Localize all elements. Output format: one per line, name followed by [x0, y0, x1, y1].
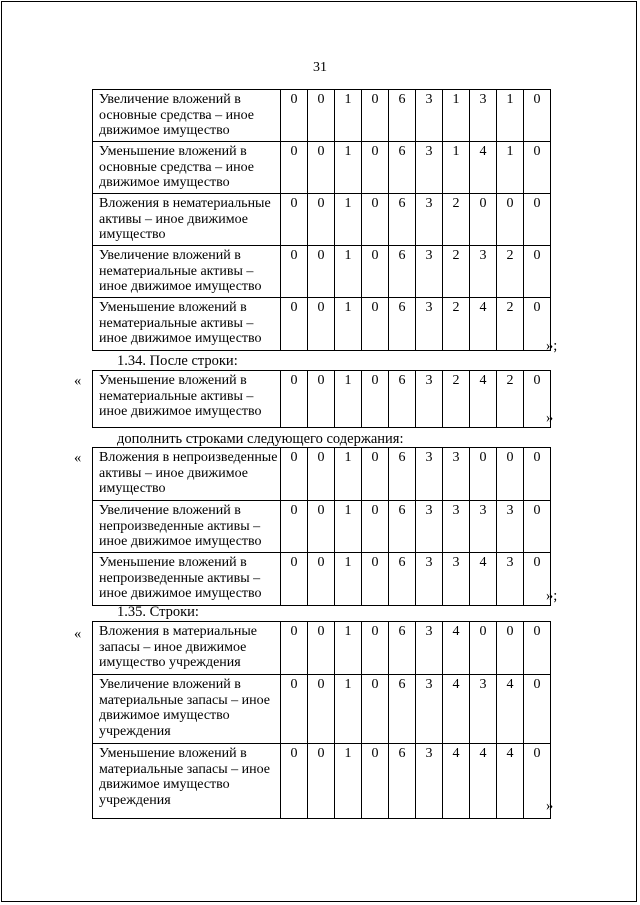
table-row [93, 194, 551, 246]
code-digit: 0 [308, 142, 335, 194]
code-digit: 1 [335, 142, 362, 194]
code-table-2 [92, 370, 554, 428]
code-digit: 3 [416, 246, 443, 298]
code-digit: 3 [497, 501, 524, 553]
code-digit: 0 [524, 90, 551, 142]
code-digit: 0 [524, 501, 551, 553]
code-digit: 0 [524, 448, 551, 501]
code-digit: 0 [308, 90, 335, 142]
code-digit: 4 [497, 744, 524, 819]
code-digit: 0 [470, 194, 497, 246]
code-digit: 4 [443, 622, 470, 675]
code-digit: 0 [470, 622, 497, 675]
table-row [93, 622, 551, 675]
code-digit: 0 [362, 371, 389, 428]
table-row [93, 246, 551, 298]
table-row [93, 90, 551, 142]
code-digit: 3 [443, 501, 470, 553]
code-digit: 2 [497, 298, 524, 351]
code-digit: 0 [281, 448, 308, 501]
paragraph-1-35: 1.35. Строки: [117, 604, 199, 620]
code-digit: 6 [389, 90, 416, 142]
code-table-3 [92, 447, 551, 606]
row-label: Увеличение вложений в непроизведенные активы – иное движимое имущество [93, 501, 281, 553]
code-digit: 1 [335, 622, 362, 675]
code-digit: 0 [524, 194, 551, 246]
code-digit: 1 [335, 371, 362, 428]
code-digit: 3 [497, 553, 524, 606]
code-digit: 0 [281, 371, 308, 428]
code-digit: 1 [335, 501, 362, 553]
code-digit: 0 [362, 298, 389, 351]
row-label: Уменьшение вложений в основные средства – иное движимое имущество [93, 142, 281, 194]
opening-quote: « [74, 626, 82, 642]
code-digit: 3 [416, 142, 443, 194]
code-digit: 0 [281, 90, 308, 142]
code-digit: 6 [389, 553, 416, 606]
code-digit: 0 [362, 194, 389, 246]
code-digit: 0 [308, 501, 335, 553]
code-digit: 3 [416, 194, 443, 246]
code-digit: 0 [308, 622, 335, 675]
row-label: Вложения в материальные запасы – иное движимое имущество учреждения [93, 622, 281, 675]
code-digit: 6 [389, 298, 416, 351]
row-label: Вложения в непроизведенные активы – иное движимое имущество [93, 448, 281, 501]
table-row [93, 675, 551, 744]
code-digit: 6 [389, 448, 416, 501]
closing-quote: »; [546, 338, 558, 354]
row-label: Увеличение вложений в материальные запасы – иное движимое имущество учреждения [93, 675, 281, 744]
code-digit: 6 [389, 371, 416, 428]
code-digit: 6 [389, 142, 416, 194]
code-digit: 1 [335, 298, 362, 351]
code-digit: 1 [335, 90, 362, 142]
code-digit: 0 [308, 744, 335, 819]
code-digit: 4 [470, 744, 497, 819]
code-digit: 0 [524, 622, 551, 675]
row-label: Уменьшение вложений в непроизведенные активы – иное движимое имущество [93, 553, 281, 606]
table-row [93, 553, 551, 606]
code-digit: 6 [389, 501, 416, 553]
row-label: Уменьшение вложений в нематериальные активы – иное движимое имущество [93, 298, 281, 351]
paragraph-add-rows: дополнить строками следующего содержания: [117, 431, 404, 447]
code-digit: 0 [524, 675, 551, 744]
code-digit: 2 [497, 246, 524, 298]
code-digit: 0 [524, 553, 551, 606]
code-digit: 0 [497, 194, 524, 246]
code-digit: 4 [470, 298, 497, 351]
code-digit: 3 [443, 553, 470, 606]
code-digit: 6 [389, 622, 416, 675]
opening-quote: « [74, 373, 82, 389]
code-digit: 3 [416, 553, 443, 606]
closing-quote: » [546, 798, 554, 814]
table-row [93, 298, 551, 351]
code-digit: 1 [335, 448, 362, 501]
row-label: Увеличение вложений в основные средства – иное движимое имущество [93, 90, 281, 142]
table-row [93, 501, 551, 553]
code-digit: 3 [416, 298, 443, 351]
code-digit: 0 [281, 553, 308, 606]
code-digit: 6 [389, 246, 416, 298]
paragraph-1-34: 1.34. После строки: [117, 353, 238, 369]
code-digit: 3 [416, 744, 443, 819]
code-digit: 0 [308, 194, 335, 246]
row-label: Вложения в нематериальные активы – иное движимое имущество [93, 194, 281, 246]
code-digit: 0 [362, 142, 389, 194]
code-digit: 0 [362, 744, 389, 819]
code-digit: 3 [416, 622, 443, 675]
code-digit: 0 [497, 622, 524, 675]
row-label: Уменьшение вложений в материальные запасы – иное движимое имущество учреждения [93, 744, 281, 819]
code-digit: 0 [362, 675, 389, 744]
code-digit: 0 [281, 246, 308, 298]
code-digit: 3 [470, 675, 497, 744]
code-digit: 2 [443, 298, 470, 351]
code-digit: 2 [443, 194, 470, 246]
code-digit: 0 [524, 246, 551, 298]
code-digit: 3 [470, 501, 497, 553]
code-digit: 0 [281, 622, 308, 675]
code-digit: 0 [524, 298, 551, 351]
code-digit: 1 [335, 744, 362, 819]
code-digit: 0 [362, 448, 389, 501]
code-digit: 6 [389, 194, 416, 246]
code-table-1 [92, 89, 551, 351]
code-digit: 0 [524, 371, 551, 428]
code-digit: 0 [470, 448, 497, 501]
code-digit: 6 [389, 675, 416, 744]
code-digit: 0 [362, 553, 389, 606]
code-digit: 3 [416, 448, 443, 501]
code-digit: 1 [335, 553, 362, 606]
code-digit: 3 [416, 371, 443, 428]
code-digit: 4 [470, 142, 497, 194]
table-row [93, 142, 551, 194]
closing-quote: » [546, 410, 554, 426]
table-row [93, 744, 551, 819]
table-row [93, 448, 551, 501]
code-digit: 4 [443, 744, 470, 819]
code-digit: 4 [470, 371, 497, 428]
code-digit: 2 [497, 371, 524, 428]
code-digit: 0 [524, 142, 551, 194]
page-number: 31 [313, 60, 327, 75]
code-digit: 0 [281, 501, 308, 553]
code-digit: 0 [281, 298, 308, 351]
code-digit: 1 [335, 246, 362, 298]
code-digit: 3 [416, 501, 443, 553]
code-digit: 3 [470, 246, 497, 298]
code-digit: 0 [308, 371, 335, 428]
code-digit: 0 [308, 675, 335, 744]
code-digit: 0 [497, 448, 524, 501]
code-digit: 2 [443, 371, 470, 428]
code-digit: 1 [497, 90, 524, 142]
code-digit: 3 [416, 675, 443, 744]
row-label: Уменьшение вложений в нематериальные активы – иное движимое имущество [93, 371, 281, 428]
code-digit: 3 [443, 448, 470, 501]
code-digit: 0 [524, 744, 551, 819]
code-digit: 1 [335, 194, 362, 246]
code-digit: 0 [281, 142, 308, 194]
code-digit: 0 [362, 501, 389, 553]
code-digit: 4 [443, 675, 470, 744]
table-row [93, 371, 551, 428]
code-digit: 2 [443, 246, 470, 298]
code-table-4 [92, 621, 554, 819]
code-digit: 1 [443, 142, 470, 194]
closing-quote: »; [546, 588, 558, 604]
code-digit: 0 [308, 448, 335, 501]
code-digit: 0 [281, 675, 308, 744]
code-digit: 3 [416, 90, 443, 142]
code-digit: 1 [335, 675, 362, 744]
row-label: Увеличение вложений в нематериальные активы – иное движимое имущество [93, 246, 281, 298]
code-digit: 6 [389, 744, 416, 819]
code-digit: 0 [281, 744, 308, 819]
code-digit: 0 [308, 246, 335, 298]
code-digit: 4 [497, 675, 524, 744]
code-digit: 4 [470, 553, 497, 606]
code-digit: 0 [281, 194, 308, 246]
code-digit: 0 [362, 622, 389, 675]
code-digit: 0 [362, 90, 389, 142]
code-digit: 0 [308, 553, 335, 606]
code-digit: 0 [308, 298, 335, 351]
code-digit: 3 [470, 90, 497, 142]
opening-quote: « [74, 450, 82, 466]
code-digit: 1 [443, 90, 470, 142]
code-digit: 0 [362, 246, 389, 298]
code-digit: 1 [497, 142, 524, 194]
